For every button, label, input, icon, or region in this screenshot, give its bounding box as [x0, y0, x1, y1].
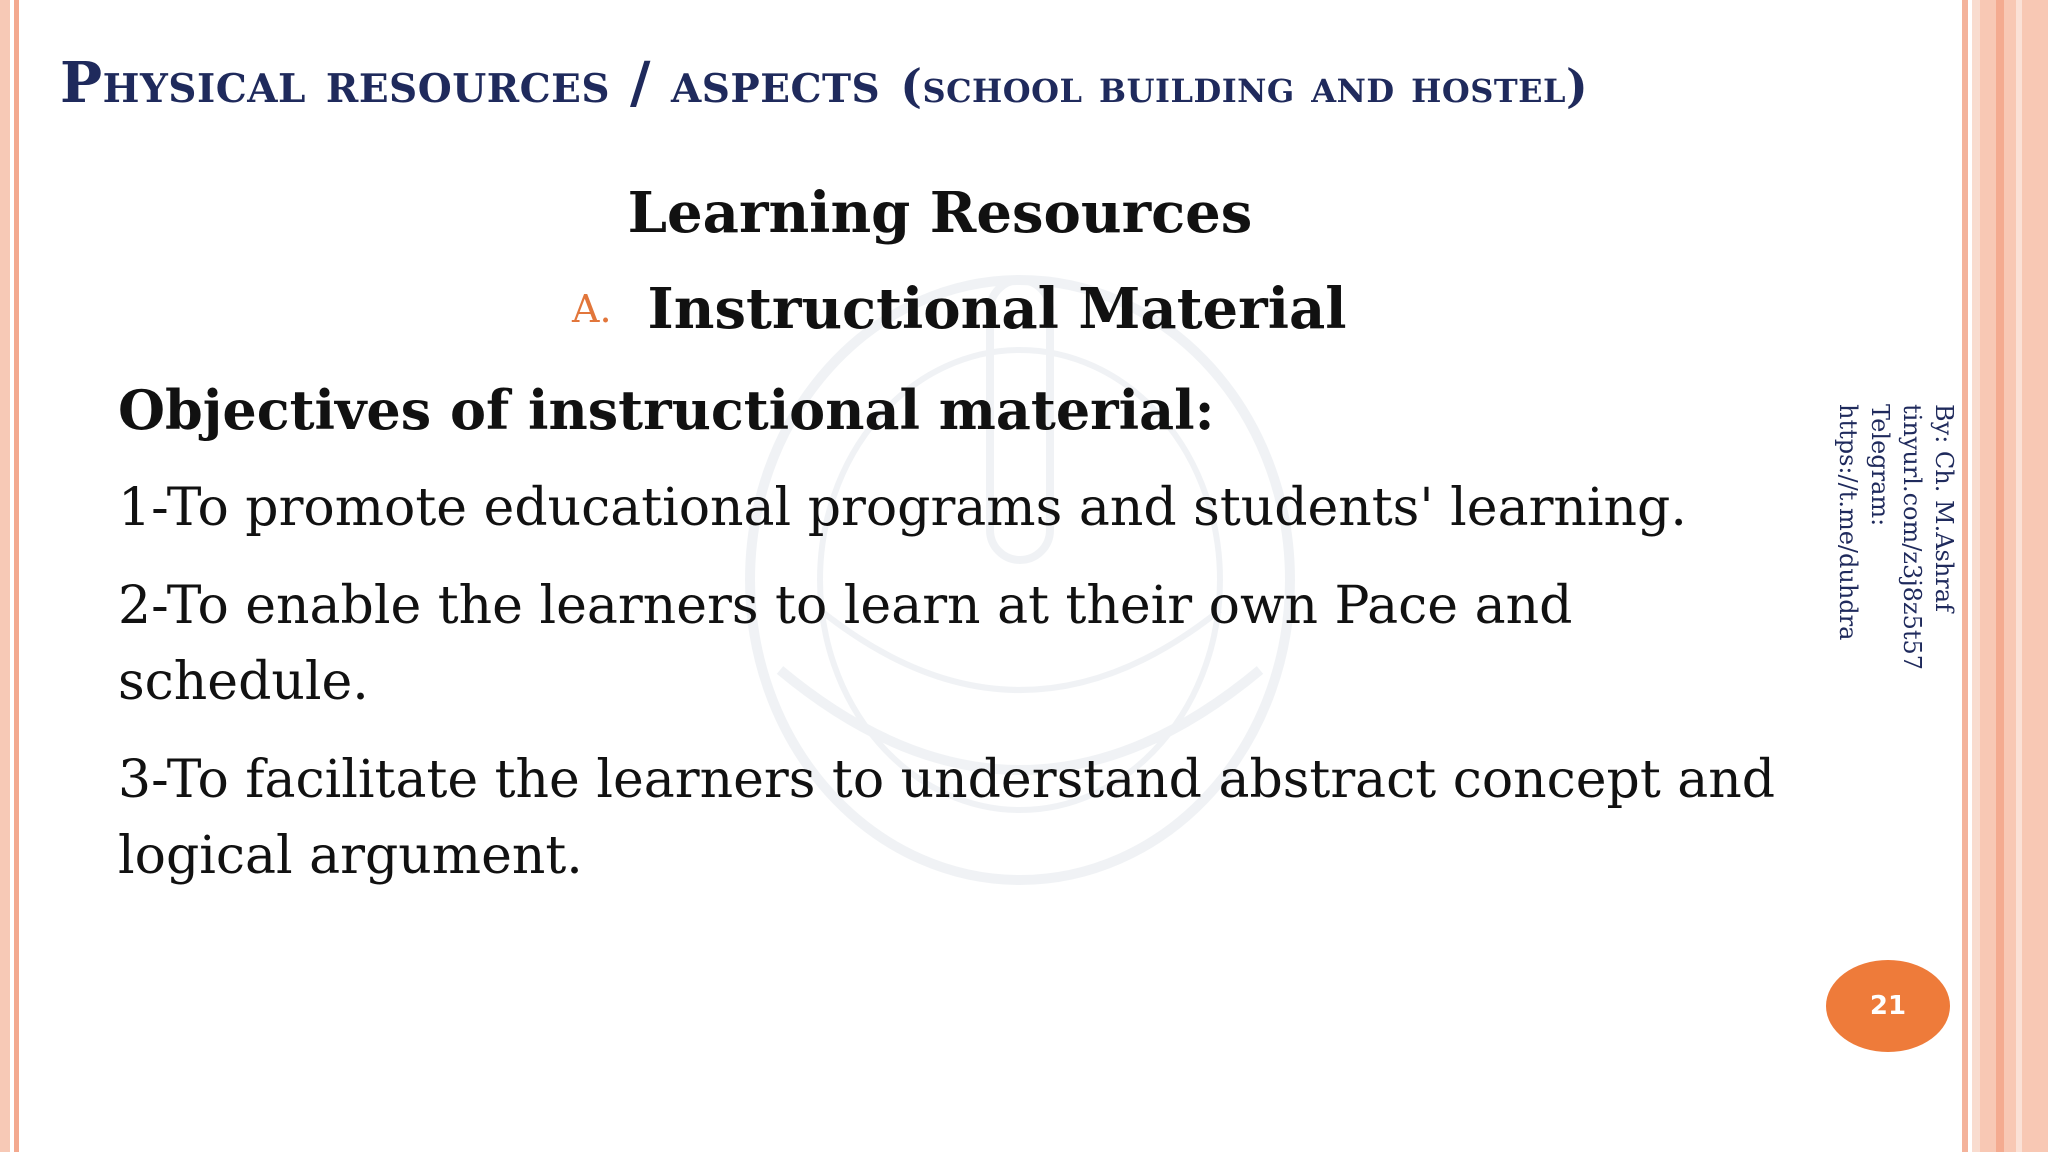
right-stripe — [1972, 0, 1980, 1152]
page-number: 21 — [1869, 991, 1907, 1021]
objective-item: 2-To enable the learners to learn at their own Pace and schedule. — [118, 576, 1573, 712]
objective-item: 1-To promote educational programs and students' learning. — [118, 478, 1687, 538]
credit-link[interactable]: tinyurl.com/z3j8z5t57 — [1898, 404, 1926, 671]
credit-author: By: Ch. M.Ashraf — [1930, 404, 1958, 612]
right-stripe — [1962, 0, 1968, 1152]
right-stripe — [2016, 0, 2022, 1152]
list-marker: A. — [572, 287, 612, 331]
right-stripe — [1980, 0, 2048, 1152]
left-edge-line — [14, 0, 19, 1152]
title-main: Physical resources / aspects — [60, 50, 881, 116]
objectives-heading: Objectives of instructional material: — [118, 378, 1215, 442]
subsection-heading — [572, 276, 1347, 342]
left-edge-stripe — [0, 0, 10, 1152]
objective-item: 3-To facilitate the learners to understand abstract concept and logical argument. — [118, 750, 1776, 886]
author-credit — [1834, 404, 1960, 764]
right-stripe — [1996, 0, 2004, 1152]
section-heading: Learning Resources — [627, 180, 1253, 246]
slide-title — [60, 50, 1940, 116]
page-number-badge — [1826, 960, 1950, 1052]
subsection-heading-text: Instructional Material — [647, 276, 1347, 342]
credit-telegram[interactable]: Telegram: https://t.me/duhdra — [1834, 404, 1894, 641]
title-parenthetical: (school building and hostel) — [900, 59, 1589, 113]
